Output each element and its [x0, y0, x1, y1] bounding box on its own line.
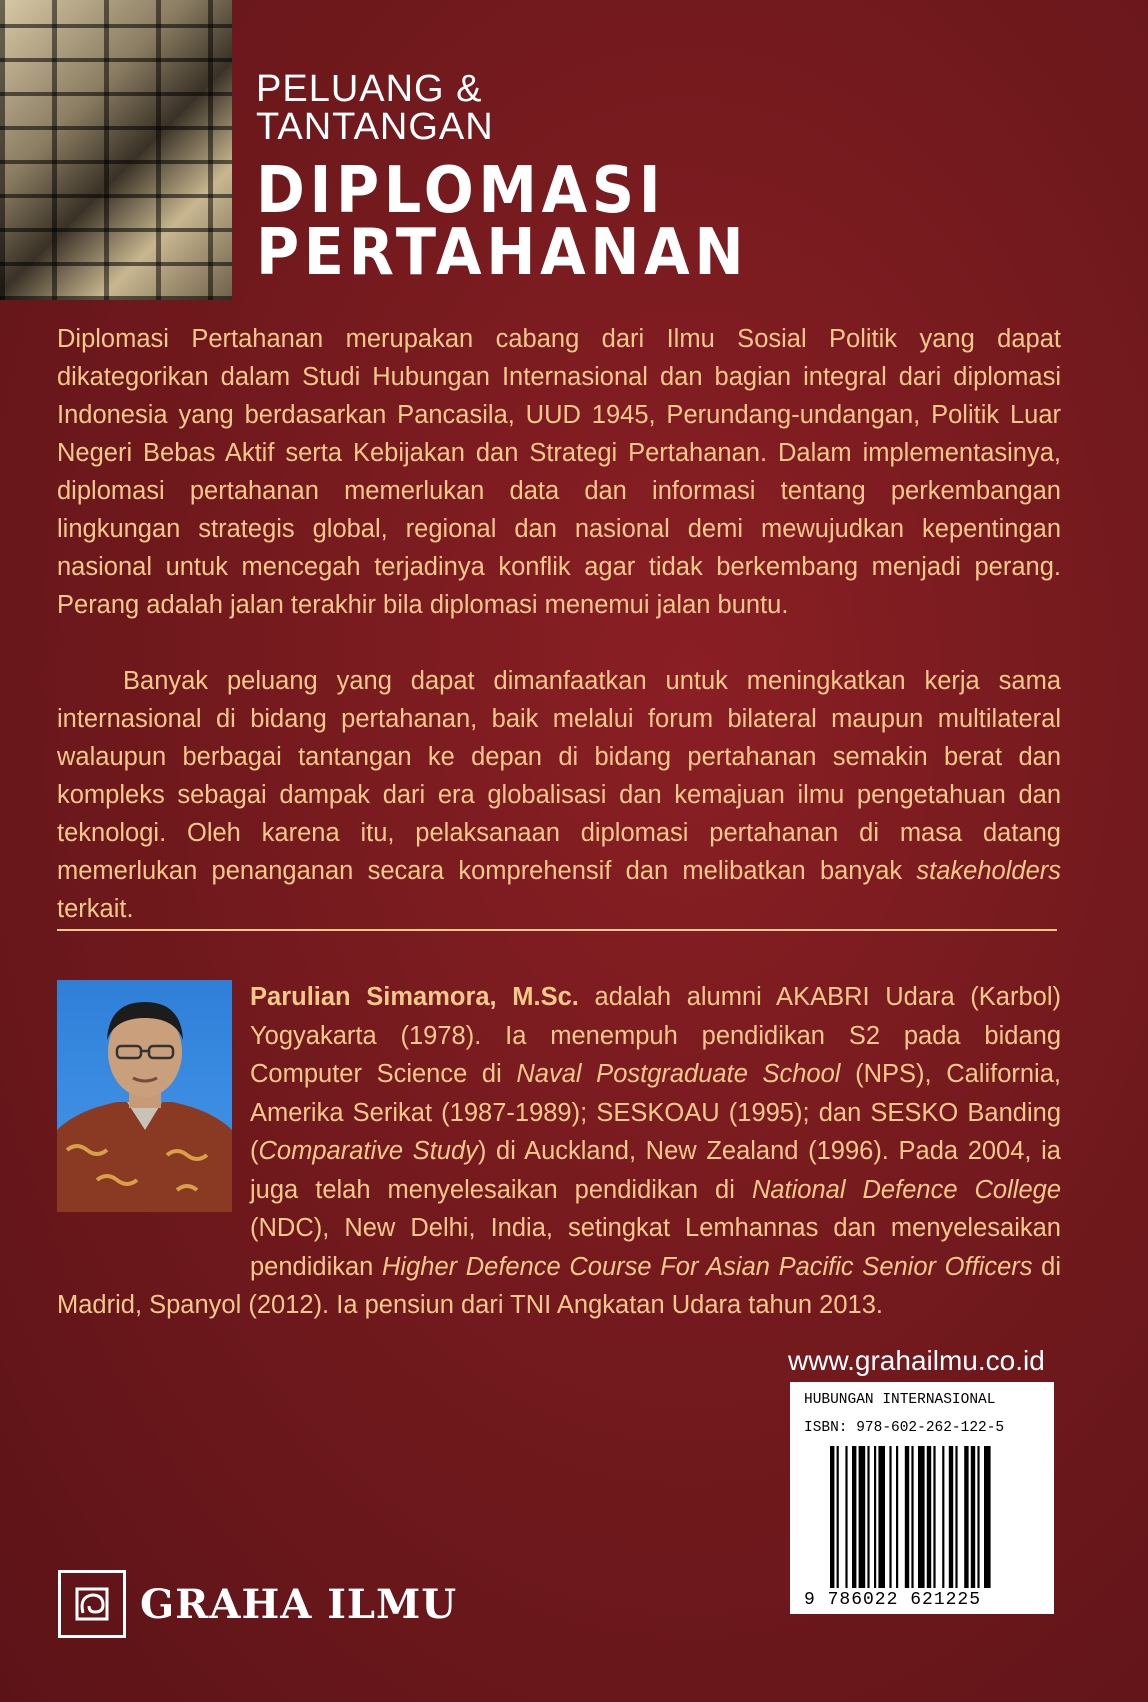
title-line-1: DIPLOMASI: [256, 154, 666, 228]
isbn-label: [790, 1382, 1054, 1614]
synopsis-paragraph-1: Diplomasi Pertahanan merupakan cabang dari Ilmu Sosial Politik yang dapat dikategorikan dalam Studi Hubungan Internasional dan bagian integral dari diplomasi Indonesia yang berdasarkan Pancasila, UUD 1945, Perundang-undangan, Politik Luar Negeri Bebas Aktif serta Kebijakan dan Strategi Pertahanan. Dalam implementasinya, diplomasi pertahanan memerlukan data dan informasi tentang perkembangan lingkungan strategis global, regional dan nasional demi mewujudkan kepentingan nasional untuk mencegah terjadinya konflik agar tidak berkembang menjadi perang. Perang adalah jalan terakhir bila diplomasi menemui jalan buntu.: [57, 325, 1061, 619]
author-bio-italic-4: Higher Defence Course For Asian Pacific Senior Officers: [382, 1252, 1033, 1281]
author-bio-italic-1: Naval Postgraduate School: [516, 1060, 841, 1088]
author-bio-text-1: adalah alumni AKABRI Udara (Karbol) Yogyakarta (1978). Ia menempuh pendidikan S2 pada bidang Computer Science di: [250, 983, 1061, 1088]
cover-photo-strip: [0, 0, 232, 300]
synopsis-paragraph-2-end: terkait.: [57, 895, 134, 923]
section-divider: [57, 929, 1057, 931]
author-name: Parulian Simamora, M.Sc.: [250, 983, 579, 1011]
author-bio-text-2: (NPS), California, Amerika Serikat (1987-1989); SESKOAU (1995); dan SESKO Banding (: [250, 1060, 1061, 1165]
isbn-category: HUBUNGAN INTERNASIONAL: [804, 1392, 996, 1408]
title-line-2: PERTAHANAN: [256, 216, 749, 290]
isbn-number: ISBN: 978-602-262-122-5: [804, 1420, 1005, 1436]
author-bio-italic-2: Comparative Study: [258, 1137, 478, 1165]
author-bio-text-5: di Madrid, Spanyol (2012). Ia pensiun dari TNI Angkatan Udara tahun 2013.: [57, 1252, 1061, 1319]
title-block: [256, 68, 791, 290]
author-bio: [57, 978, 1061, 1325]
synopsis-paragraph-2-text: Banyak peluang yang dapat dimanfaatkan untuk meningkatkan kerja sama internasional di bidang pertahanan, baik melalui forum bilateral maupun multilateral walaupun berbagai tantangan ke depan di bidang pertahanan semakin berat dan kompleks sebagai dampak dari era globalisasi dan kemajuan ilmu pengetahuan dan teknologi. Oleh karena itu, pelaksanaan diplomasi pertahanan di masa datang memerlukan penanganan secara komprehensif dan melibatkan banyak: [57, 667, 1061, 885]
publisher-emblem-icon: [58, 1570, 126, 1638]
barcode-digits: 9 786022 621225: [804, 1590, 982, 1610]
publisher-logo: [58, 1570, 457, 1638]
subtitle-line-1: PELUANG &: [256, 68, 483, 110]
synopsis-paragraph-2: [57, 662, 1061, 928]
publisher-website-link[interactable]: www.grahailmu.co.id: [788, 1345, 1045, 1376]
publisher-name: GRAHA ILMU: [140, 1580, 458, 1628]
synopsis-italic-term: stakeholders: [916, 857, 1061, 885]
subtitle-line-2: TANTANGAN: [256, 106, 494, 148]
author-bio-italic-3: National Defence College: [751, 1175, 1061, 1204]
author-bio-text-3: ) di Auckland, New Zealand (1996). Pada 2004, ia juga telah menyelesaikan pendidikan di: [250, 1137, 1061, 1204]
author-bio-text-4: (NDC), New Delhi, India, setingkat Lemhannas dan menyelesaikan pendidikan: [250, 1214, 1061, 1281]
isbn-barcode: [830, 1446, 1040, 1588]
